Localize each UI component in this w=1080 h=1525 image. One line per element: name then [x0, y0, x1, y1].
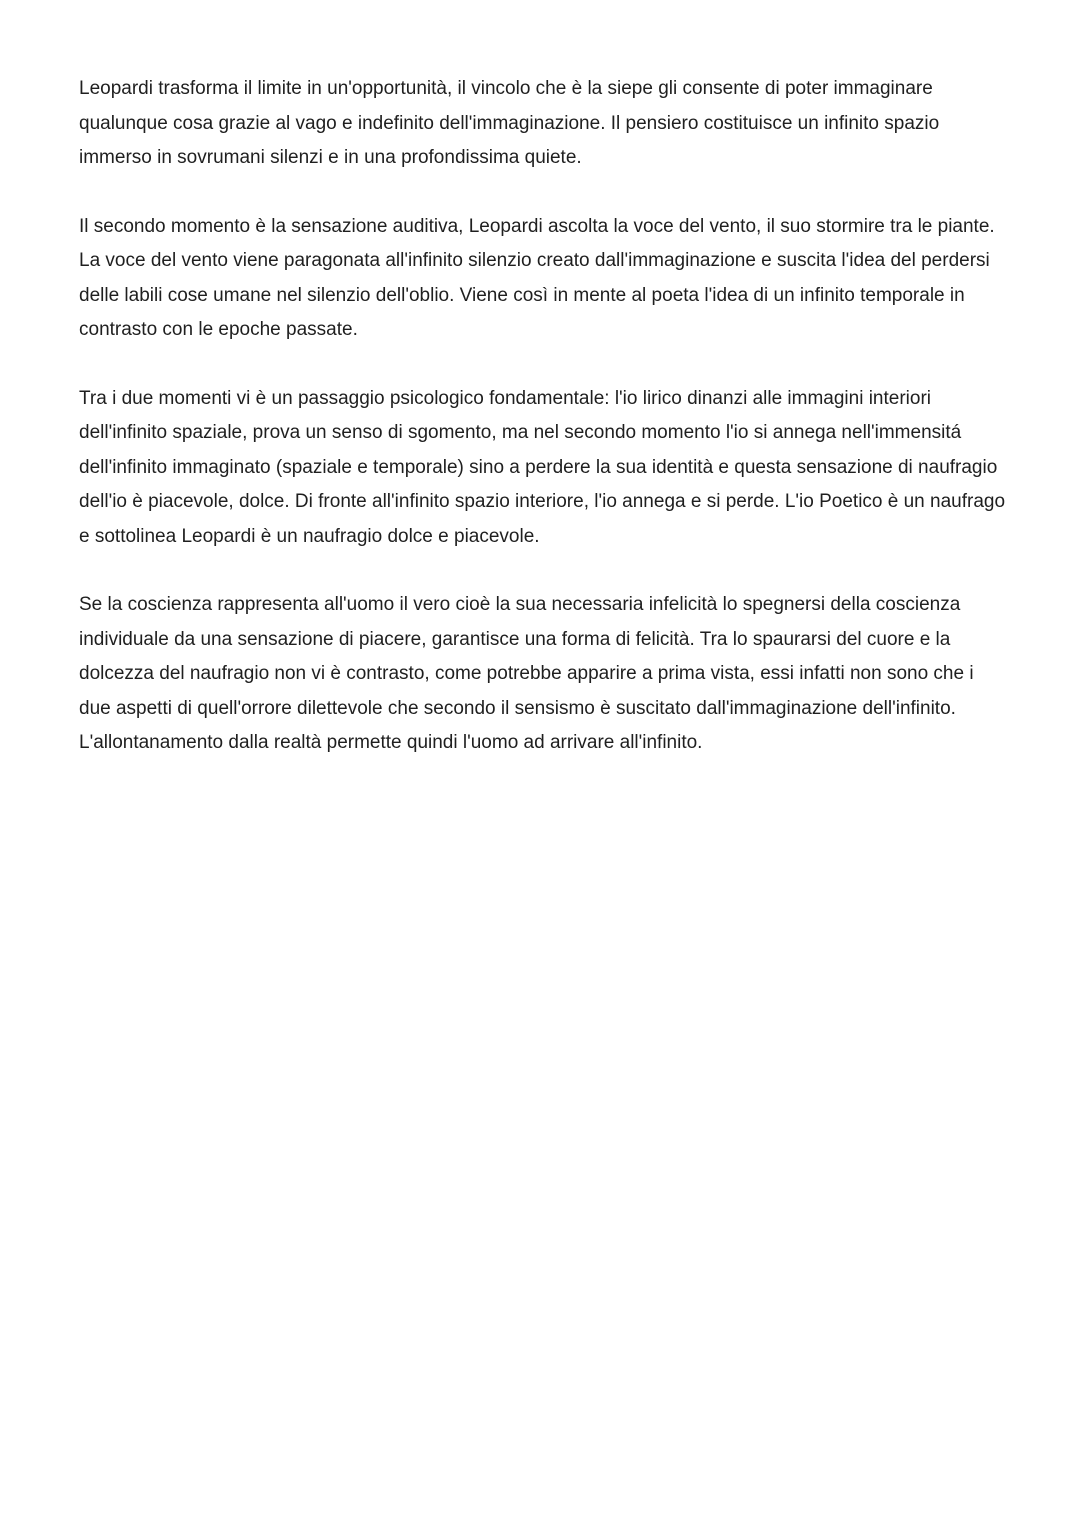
paragraph-1: Leopardi trasforma il limite in un'opportunità, il vincolo che è la siepe gli consente di poter immaginare qualunque cosa grazie al vago e indefinito dell'immaginazione. Il pensiero costituisce un infinito spazio immerso in sovrumani silenzi e in una profondissima quiete.: [79, 78, 940, 168]
paragraph-4: Se la coscienza rappresenta all'uomo il vero cioè la sua necessaria infelicità lo spegnersi della coscienza individuale da una sensazione di piacere, garantisce una forma di felicità. Tra lo spaurarsi del cuore e la dolcezza del naufragio non vi è contrasto, come potrebbe apparire a prima vista, essi infatti non sono che i due aspetti di quell'orrore dilettevole che secondo il sensismo è suscitato dall'immaginazione dell'infinito. L'allontanamento dalla realtà permette quindi l'uomo ad arrivare all'infinito.: [79, 594, 974, 753]
paragraph-3: Tra i due momenti vi è un passaggio psicologico fondamentale: l'io lirico dinanzi alle immagini interiori dell'infinito spaziale, prova un senso di sgomento, ma nel secondo momento l'io si annega nell'immensitá dell'infinito immaginato (spaziale e temporale) sino a perdere la sua identità e questa sensazione di naufragio dell'io è piacevole, dolce. Di fronte all'infinito spazio interiore, l'io annega e si perde. L'io Poetico è un naufrago e sottolinea Leopardi è un naufragio dolce e piacevole.: [79, 387, 1006, 547]
paragraph-2: Il secondo momento è la sensazione auditiva, Leopardi ascolta la voce del vento, il suo stormire tra le piante. La voce del vento viene paragonata all'infinito silenzio creato dall'immaginazione e suscita l'idea del perdersi delle labili cose umane nel silenzio dell'oblio. Viene così in mente al poeta l'idea di un infinito temporale in contrasto con le epoche passate.: [79, 215, 995, 340]
